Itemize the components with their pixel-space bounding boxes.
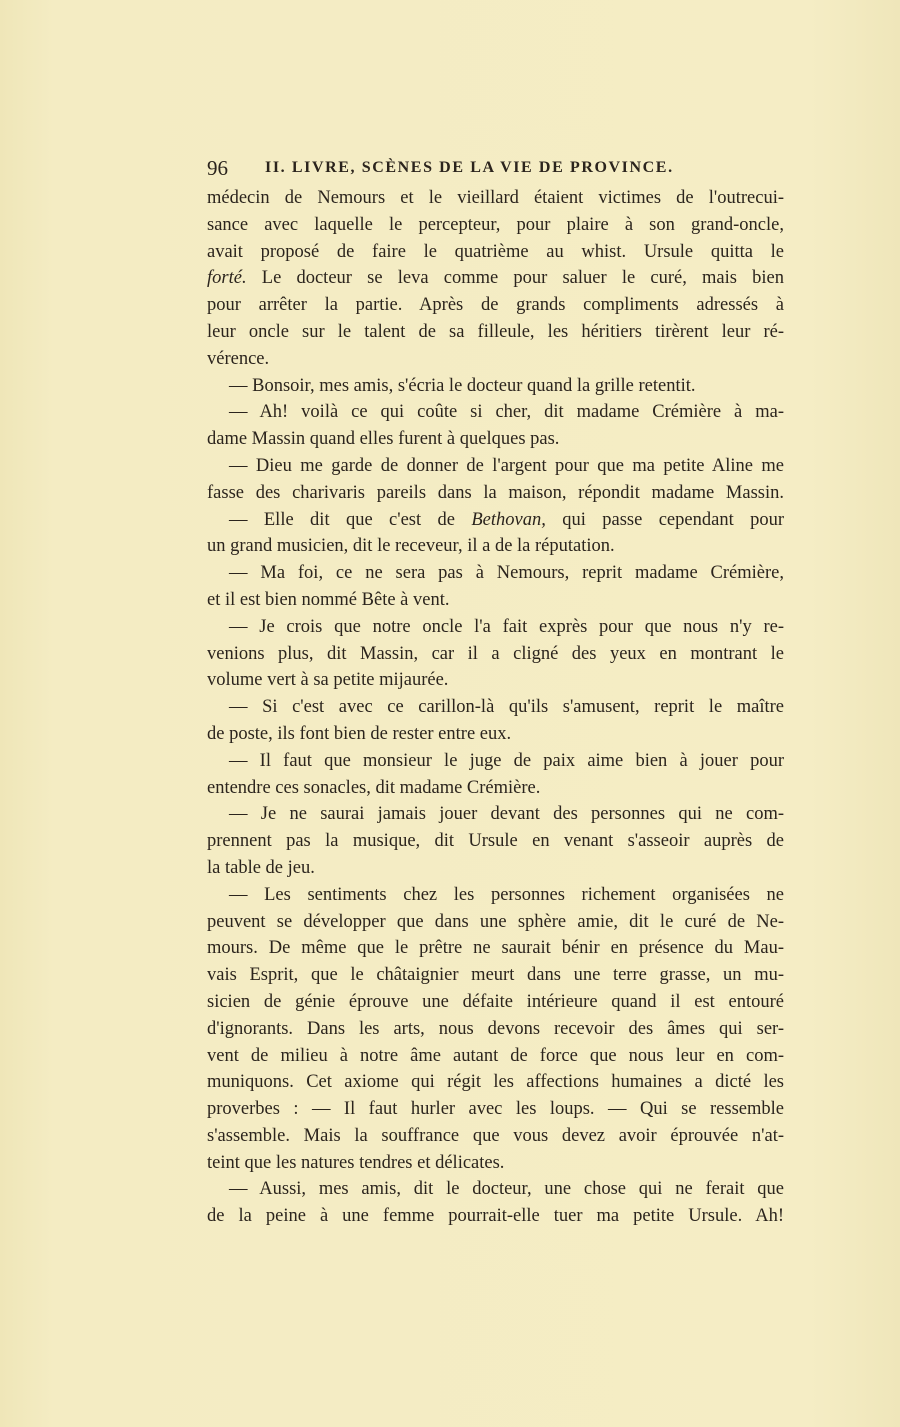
- line-text: vérence.: [207, 348, 270, 369]
- line-text: médecin de Nemours et le vieillard étaient victimes de l'outrecui-: [207, 188, 784, 208]
- italic-text: Bethovan,: [471, 509, 546, 530]
- line-text: entendre ces sonacles, dit madame Crémière.: [207, 777, 541, 798]
- line-text: — Ah! voilà ce qui coûte si cher, dit madame Crémière à ma-: [229, 402, 784, 423]
- line-text: muniquons. Cet axiome qui régit les affections humaines a dicté les: [207, 1072, 784, 1093]
- line-text: et il est bien nommé Bête à vent.: [207, 589, 450, 610]
- text-line: [207, 828, 784, 855]
- text-line: [207, 185, 784, 212]
- text-line: [207, 962, 784, 989]
- line-text: leur oncle sur le talent de sa filleule, les héritiers tirèrent leur ré-: [207, 321, 784, 342]
- text-line: [207, 560, 784, 587]
- line-text: qui passe cependant pour: [545, 509, 785, 530]
- text-line: [207, 399, 784, 426]
- line-text: pour arrêter la partie. Après de grands compliments adressés à: [207, 295, 784, 316]
- text-line: [207, 319, 784, 346]
- line-text: — Elle dit que c'est de: [229, 509, 472, 530]
- line-text: venions plus, dit Massin, car il a cligné des yeux en montrant le: [207, 643, 784, 664]
- text-line: [207, 1096, 784, 1123]
- line-text: sance avec laquelle le percepteur, pour plaire à son grand-oncle,: [207, 214, 784, 235]
- line-text: — Ma foi, ce ne sera pas à Nemours, reprit madame Crémière,: [229, 563, 784, 584]
- line-text: s'assemble. Mais la souffrance que vous devez avoir éprouvée n'at-: [207, 1125, 784, 1146]
- text-line: [207, 346, 784, 373]
- running-title: II. LIVRE, SCÈNES DE LA VIE DE PROVINCE.: [265, 159, 674, 176]
- text-line: [207, 212, 784, 239]
- text-line: [207, 426, 784, 453]
- line-text: de la peine à une femme pourrait-elle tuer ma petite Ursule. Ah!: [207, 1206, 784, 1227]
- line-text: — Les sentiments chez les personnes richement organisées ne: [229, 884, 784, 905]
- text-line: [207, 1043, 784, 1070]
- text-line: [207, 453, 784, 480]
- text-line: [207, 1123, 784, 1150]
- text-line: [207, 373, 784, 400]
- line-text: dame Massin quand elles furent à quelques pas.: [207, 429, 560, 450]
- line-text: sicien de génie éprouve une défaite intérieure quand il est entouré: [207, 991, 784, 1012]
- page-number: 96: [207, 156, 228, 180]
- text-line: [207, 748, 784, 775]
- text-line: [207, 694, 784, 721]
- line-text: vais Esprit, que le châtaignier meurt dans une terre grasse, un mu-: [207, 965, 784, 986]
- text-line: [207, 1176, 784, 1203]
- line-text: prennent pas la musique, dit Ursule en venant s'asseoir auprès de: [207, 831, 784, 852]
- line-text: d'ignorants. Dans les arts, nous devons recevoir des âmes qui ser-: [207, 1018, 784, 1039]
- line-text: — Je crois que notre oncle l'a fait exprès pour que nous n'y re-: [229, 616, 784, 637]
- text-line: [207, 801, 784, 828]
- text-line: [207, 265, 784, 292]
- line-text: de poste, ils font bien de rester entre eux.: [207, 723, 512, 744]
- line-text: Le docteur se leva comme pour saluer le curé, mais bien: [246, 268, 784, 289]
- line-text: la table de jeu.: [207, 857, 315, 878]
- line-text: peuvent se développer que dans une sphère amie, dit le curé de Ne-: [207, 911, 784, 932]
- text-line: [207, 480, 784, 507]
- text-line: [207, 775, 784, 802]
- text-line: [207, 989, 784, 1016]
- text-line: [207, 614, 784, 641]
- line-text: fasse des charivaris pareils dans la maison, répondit madame Massin.: [207, 482, 784, 503]
- text-line: [207, 507, 784, 534]
- text-line: [207, 587, 784, 614]
- page-body-text: [207, 185, 784, 1230]
- text-line: [207, 909, 784, 936]
- line-text: vent de milieu à notre âme autant de force que nous leur en com-: [207, 1045, 784, 1066]
- line-text: un grand musicien, dit le receveur, il a de la réputation.: [207, 536, 615, 557]
- text-line: [207, 935, 784, 962]
- line-text: — Je ne saurai jamais jouer devant des personnes qui ne com-: [229, 804, 784, 825]
- line-text: proverbes : — Il faut hurler avec les loups. — Qui se ressemble: [207, 1099, 784, 1120]
- line-text: — Dieu me garde de donner de l'argent pour que ma petite Aline me: [229, 455, 784, 476]
- line-text: — Il faut que monsieur le juge de paix aime bien à jouer pour: [229, 750, 784, 771]
- text-line: [207, 239, 784, 266]
- text-line: [207, 1016, 784, 1043]
- line-text: — Si c'est avec ce carillon-là qu'ils s'amusent, reprit le maître: [229, 697, 784, 718]
- line-text: — Aussi, mes amis, dit le docteur, une chose qui ne ferait que: [229, 1179, 784, 1200]
- line-text: mours. De même que le prêtre ne saurait bénir en présence du Mau-: [207, 938, 784, 959]
- italic-text: forté.: [207, 268, 247, 289]
- text-line: [207, 855, 784, 882]
- text-line: [207, 292, 784, 319]
- text-line: [207, 721, 784, 748]
- text-line: [207, 533, 784, 560]
- text-line: [207, 1203, 784, 1230]
- line-text: avait proposé de faire le quatrième au whist. Ursule quitta le: [207, 241, 784, 262]
- text-line: [207, 641, 784, 668]
- line-text: volume vert à sa petite mijaurée.: [207, 670, 449, 691]
- text-line: [207, 1150, 784, 1177]
- line-text: teint que les natures tendres et délicates.: [207, 1152, 505, 1173]
- text-line: [207, 1069, 784, 1096]
- text-line: [207, 667, 784, 694]
- text-line: [207, 882, 784, 909]
- page-header: [207, 156, 787, 184]
- line-text: — Bonsoir, mes amis, s'écria le docteur quand la grille retentit.: [229, 375, 696, 396]
